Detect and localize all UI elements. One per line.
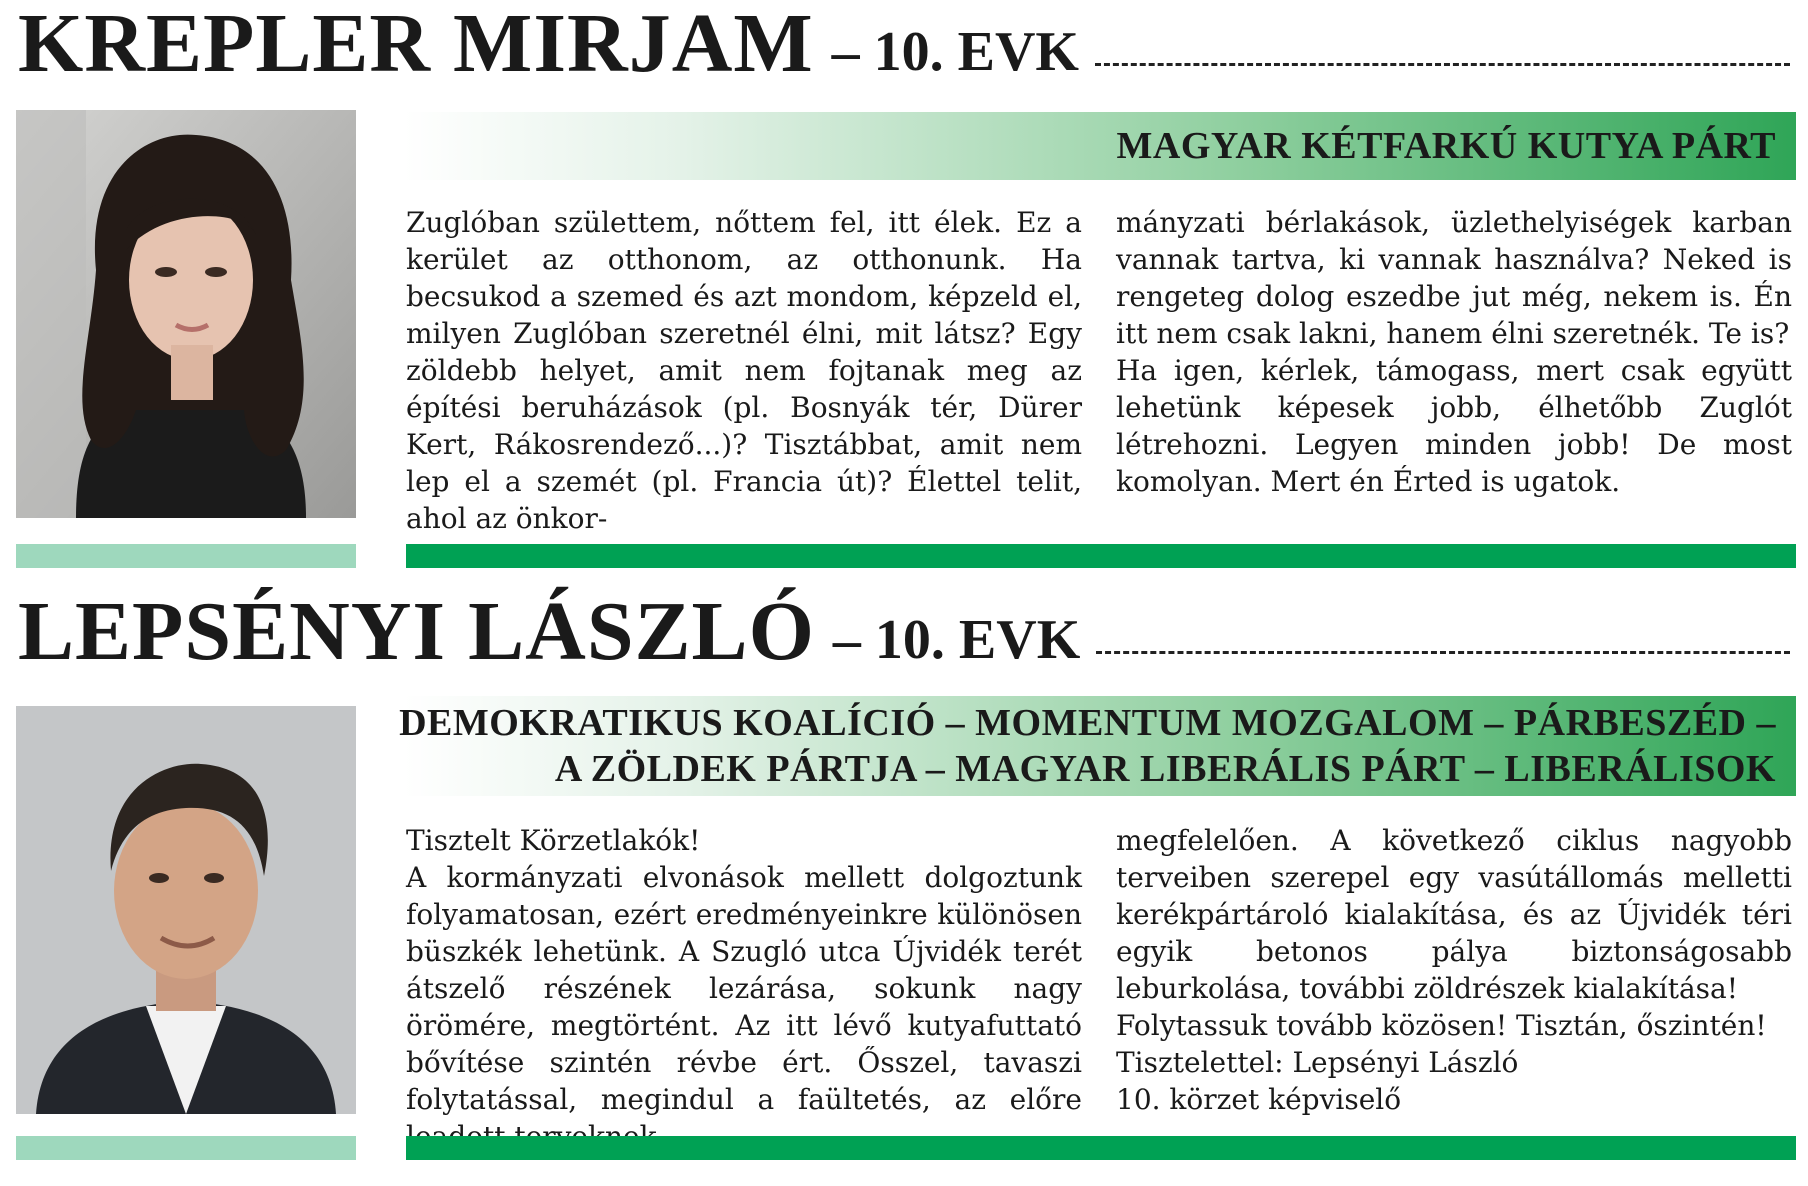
candidate-2-district: – 10. EVK [832,609,1081,671]
candidate-1-text-left: Zuglóban születtem, nőttem fel, itt élek. Ez a kerület az otthonom, az otthonunk. Ha becsukod a szemed és azt mondom, képzeld el, milyen Zuglóban szeretnél élni, mit látsz? Egy zöldebb helyet, amit nem fojtanak meg az építési beruházások (pl. Bosnyák tér, Dürer Kert, Rákosrendező...)? Tisztábbat, amit nem lep el a szemét (pl. Francia út)? Élettel telit, ahol az önkor- [406,206,1082,535]
woman-portrait-icon [16,110,356,518]
candidate-2-name: LEPSÉNYI LÁSZLÓ [18,585,815,678]
candidate-1-party-line: MAGYAR KÉTFARKÚ KUTYA PÁRT [1116,125,1776,167]
candidate-2-photo-bar [16,1136,356,1160]
candidate-2-text-left: Tisztelt Körzetlakók! A kormányzati elvonások mellett dolgoztunk folyamatosan, ezért eredményeinkre különösen büszkék lehetünk. A Szugló utca Újvidék terét átszelő részének lezárása, sokunk nagy örömére, megtörtént. Az itt lévő kutyafuttató bővítése szintén révbe ért. Ősszel, tavaszi folytatással, megindul a faültetés, az előre [406,824,1082,1116]
candidate-2-photo [16,706,356,1114]
candidate-1-party-band [404,112,1796,180]
candidate-1-header [18,0,1790,90]
candidate-1-district: – 10. EVK [831,21,1079,83]
candidate-1-text-right: mányzati bérlakások, üzlethelyiségek karban vannak tartva, ki vannak használva? Neked is rengeteg dolog eszedbe jut még, nekem is. Én itt nem csak lakni, hanem élni szeretnék. Te is? Ha igen, kérlek, támogass, mert csak együtt lehetünk képesek jobb, élhetőbb Zuglót létrehozni. Legyen minden jobb! De most komolyan. Mert én Érted is ugatok. [1116,206,1792,498]
candidate-2-divider-bar [406,1136,1796,1160]
candidate-2-party-band [399,696,1796,796]
candidate-1-photo [16,110,356,518]
candidate-2-party-line-2: A ZÖLDEK PÁRTJA – MAGYAR LIBERÁLIS PÁRT – LIBERÁLISOK [554,748,1776,790]
candidate-2-text-right: megfelelően. A következő ciklus nagyobb terveiben szerepel egy vasútállomás melletti kerékpártároló kialakítása, és az Újvidék téri egyik betonos pálya biztonságosabb leburkolása, további zöldrészek kialakítása! Folytassuk tovább közösen! Tisztán, őszintén! Tisztelettel: Lepsényi László 10. körzet képviselő [1116,824,1792,1116]
candidate-1-divider-bar [406,544,1796,568]
man-portrait-icon [16,706,356,1114]
candidate-2-party-line-1: DEMOKRATIKUS KOALÍCIÓ – MOMENTUM MOZGALOM – PÁRBESZÉD – [399,702,1776,744]
candidate-1-photo-bar [16,544,356,568]
candidate-2-header [18,585,1790,678]
header-dashed-rule [1096,651,1790,654]
candidate-1-name: KREPLER MIRJAM [18,0,814,90]
header-dashed-rule [1095,63,1790,66]
